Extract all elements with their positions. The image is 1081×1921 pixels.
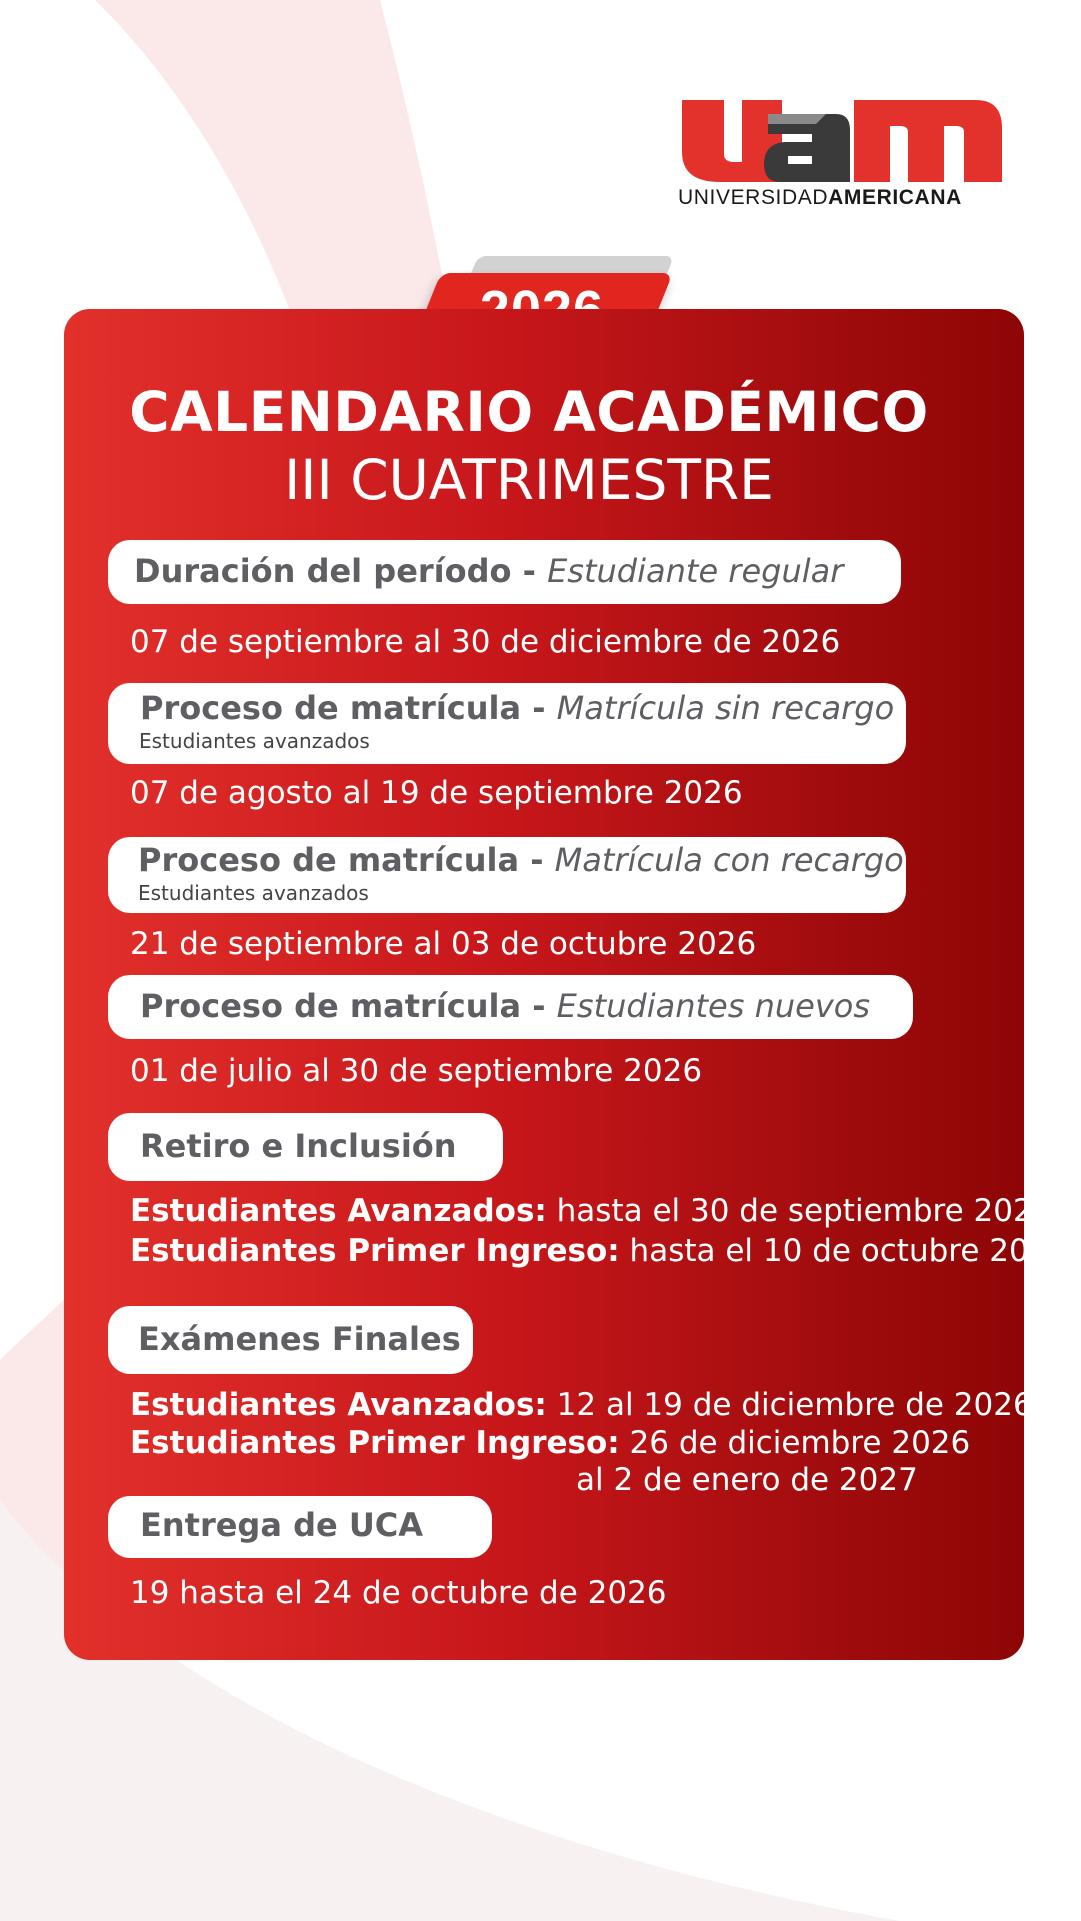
section-examenes-header: Exámenes Finales [108,1306,473,1374]
section-uca-header: Entrega de UCA [108,1496,492,1558]
section-examenes-row-3: al 2 de enero de 2027 [576,1462,918,1498]
section-nuevos-header: Proceso de matrícula - Estudiantes nuevos [108,975,913,1039]
section-retiro-row-2: Estudiantes Primer Ingreso: hasta el 10 de octubre 2026 [130,1233,1069,1269]
section-con-recargo-header: Proceso de matrícula - Matrícula con recargo Estudiantes avanzados [108,837,906,913]
uam-logo [676,92,1006,212]
section-retiro-row-1: Estudiantes Avanzados: hasta el 30 de septiembre 2026 [130,1193,1053,1229]
section-sin-recargo-date: 07 de agosto al 19 de septiembre 2026 [130,775,743,811]
logo-letters-icon [676,92,1006,187]
section-duracion-header: Duración del período - Estudiante regular [108,540,901,604]
section-uca-date: 19 hasta el 24 de octubre de 2026 [130,1575,667,1611]
section-duracion-date: 07 de septiembre al 30 de diciembre de 2026 [130,624,841,660]
section-retiro-header: Retiro e Inclusión [108,1113,503,1181]
section-examenes-row-2: Estudiantes Primer Ingreso: 26 de diciembre 2026 [130,1425,971,1461]
section-nuevos-date: 01 de julio al 30 de septiembre 2026 [130,1053,703,1089]
page-subtitle: III CUATRIMESTRE [284,448,774,512]
page-title: CALENDARIO ACADÉMICO [129,380,929,444]
section-sin-recargo-header: Proceso de matrícula - Matrícula sin recargo Estudiantes avanzados [108,683,906,764]
logo-wordmark: UNIVERSIDADAMERICANA [678,186,962,209]
section-examenes-row-1: Estudiantes Avanzados: 12 al 19 de diciembre de 2026 [130,1387,1033,1423]
section-con-recargo-date: 21 de septiembre al 03 de octubre 2026 [130,926,757,962]
